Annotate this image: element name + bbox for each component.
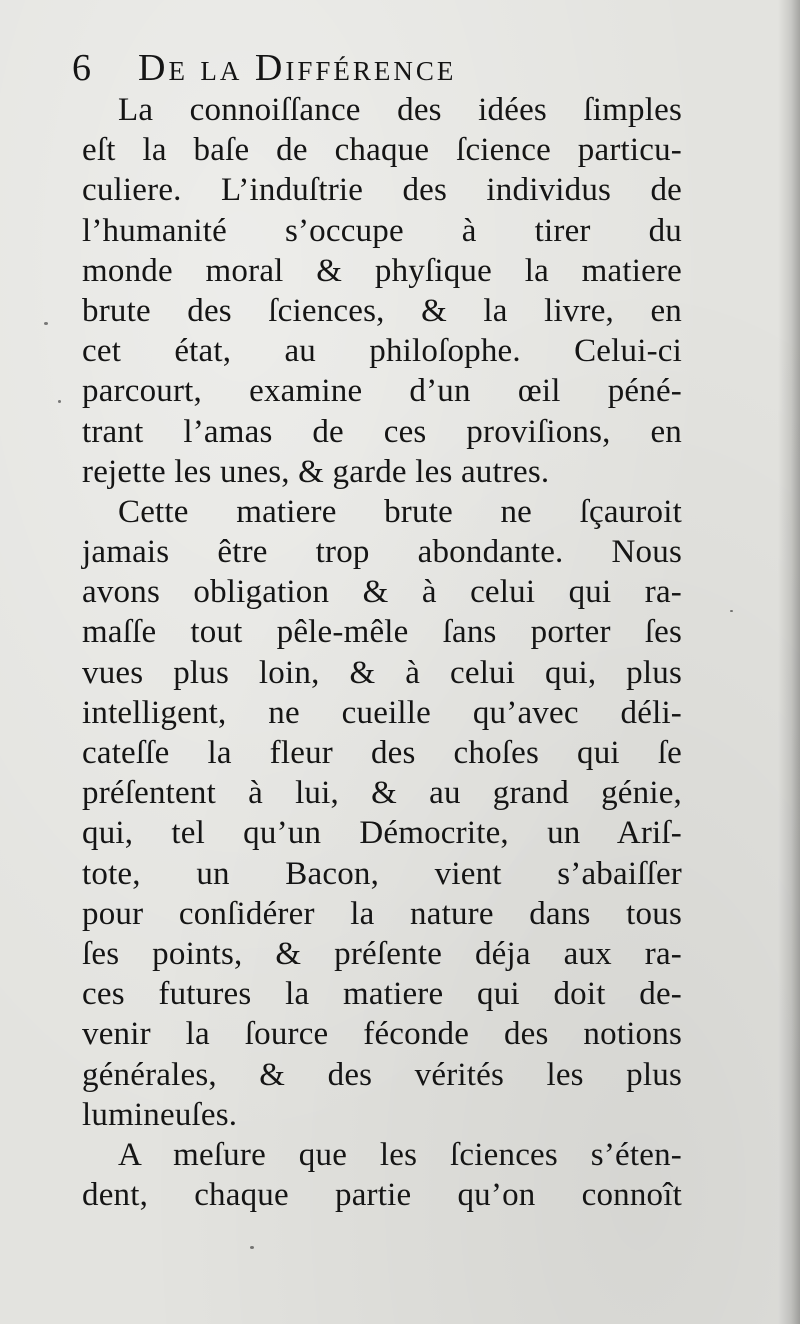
- text-line: préſentent à lui, & au grand génie,: [82, 775, 682, 812]
- text-line: intelligent, ne cueille qu’avec déli-: [82, 694, 682, 731]
- text-line: maſſe tout pêle-mêle ſans porter ſes: [82, 614, 682, 651]
- text-line: venir la ſource féconde des notions: [82, 1016, 682, 1053]
- page-number: 6: [72, 47, 91, 89]
- ink-speck: [250, 1246, 254, 1249]
- text-line: trant l’amas de ces proviſions, en: [82, 413, 682, 450]
- text-line: monde moral & phyſique la matiere: [82, 252, 682, 289]
- body-text: [82, 90, 682, 1215]
- text-line: avons obligation & à celui qui ra-: [82, 574, 682, 611]
- text-line: vues plus loin, & à celui qui, plus: [82, 654, 682, 691]
- text-line: dent, chaque partie qu’on connoît: [82, 1177, 682, 1214]
- text-line: culiere. L’induſtrie des individus de: [82, 172, 682, 209]
- text-line: parcourt, examine d’un œil péné-: [82, 373, 682, 410]
- text-line: cateſſe la fleur des choſes qui ſe: [82, 735, 682, 771]
- ink-speck: [44, 322, 48, 325]
- text-line: ſes points, & préſente déja aux ra-: [82, 935, 682, 972]
- ink-speck: [58, 400, 61, 403]
- running-title: De la Différence: [138, 47, 457, 89]
- text-line: cet état, au philoſophe. Celui-ci: [82, 333, 682, 370]
- text-line: eſt la baſe de chaque ſcience particu-: [82, 132, 682, 169]
- text-line: La connoiſſance des idées ſimples: [118, 92, 682, 128]
- text-line: l’humanité s’occupe à tirer du: [82, 212, 682, 249]
- text-line: pour conſidérer la nature dans tous: [82, 895, 682, 932]
- gutter-shadow: [778, 0, 800, 1324]
- text-line: ces futures la matiere qui doit de-: [82, 976, 682, 1013]
- text-line: lumineuſes.: [82, 1096, 238, 1133]
- text-line: brute des ſciences, & la livre, en: [82, 292, 682, 329]
- text-line: jamais être trop abondante. Nous: [82, 534, 682, 571]
- text-line: Cette matiere brute ne ſçauroit: [118, 493, 682, 530]
- text-line: tote, un Bacon, vient s’abaiſſer: [82, 855, 682, 892]
- text-line: rejette les unes, & garde les autres.: [82, 453, 550, 490]
- text-line: générales, & des vérités les plus: [82, 1056, 682, 1093]
- running-header: [72, 44, 712, 94]
- ink-speck: [730, 610, 733, 612]
- text-line: A meſure que les ſciences s’éten-: [118, 1136, 682, 1173]
- text-line: qui, tel qu’un Démocrite, un Ariſ-: [82, 815, 682, 852]
